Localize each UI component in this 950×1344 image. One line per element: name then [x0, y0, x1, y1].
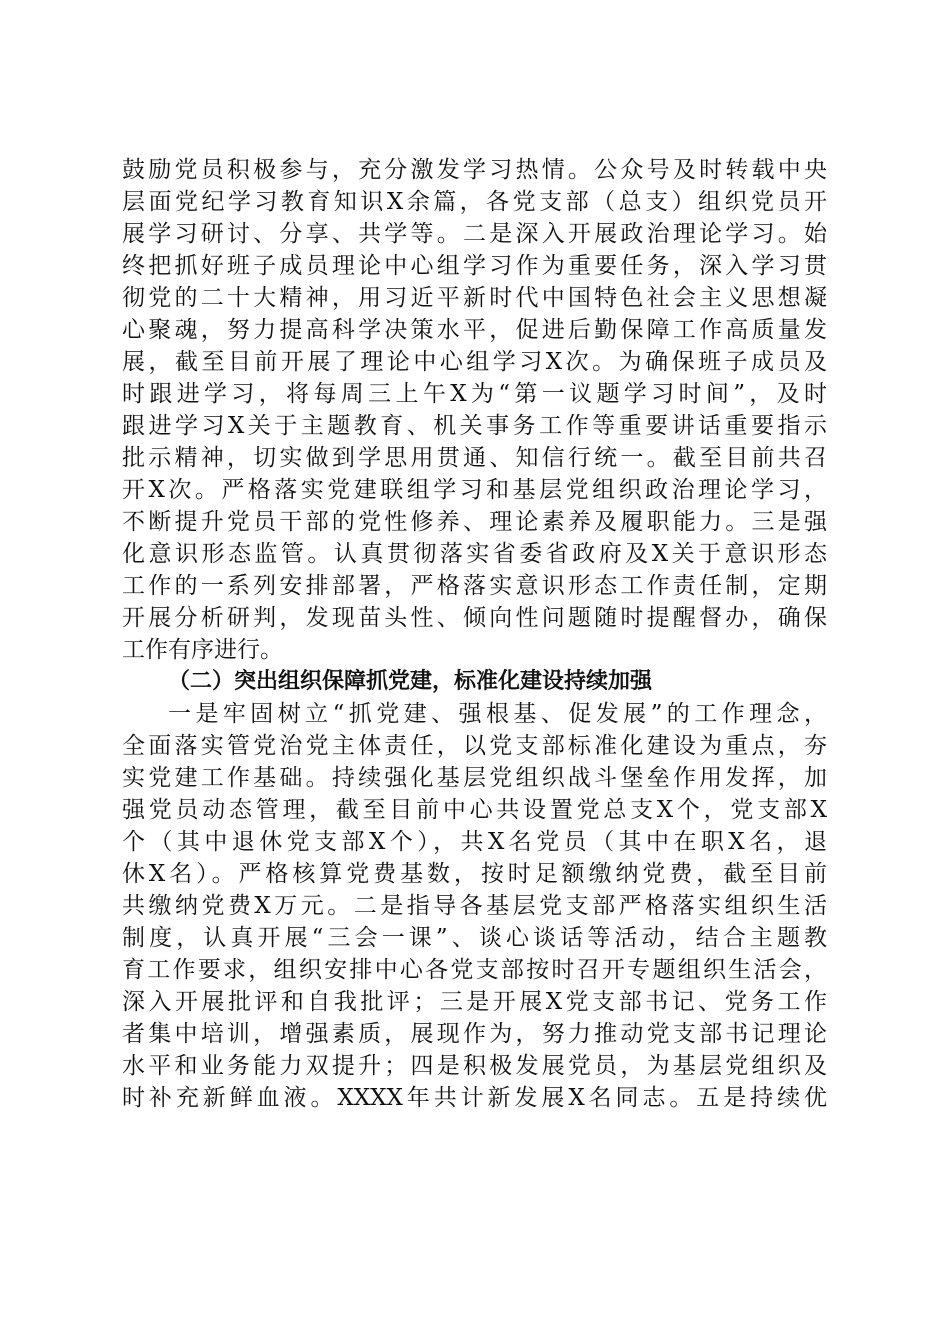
text-line: 终把抓好班子成员理论中心组学习作为重要任务，深入学习贯	[122, 253, 827, 279]
text-line: 强党员动态管理，截至目前中心共设置党总支X个，党支部X	[122, 797, 827, 823]
text-line: 制度，认真开展“三会一课”、谈心谈话等活动，结合主题教	[122, 925, 827, 951]
text-line: 全面落实管党治党主体责任，以党支部标准化建设为重点，夯	[122, 733, 827, 759]
text-line: 一是牢固树立“抓党建、强根基、促发展”的工作理念，	[168, 701, 827, 727]
text-line: 不断提升党员干部的党性修养、理论素养及履职能力。三是强	[122, 509, 827, 535]
text-line: 化意识形态监管。认真贯彻落实省委省政府及X关于意识形态	[122, 541, 827, 567]
text-line: 时补充新鲜血液。XXXX年共计新发展X名同志。五是持续优	[122, 1085, 827, 1111]
text-line: 休X名）。严格核算党费基数，按时足额缴纳党费，截至目前	[122, 861, 827, 887]
text-line: 心聚魂，努力提高科学决策水平，促进后勤保障工作高质量发	[122, 317, 827, 343]
text-line: 水平和业务能力双提升；四是积极发展党员，为基层党组织及	[122, 1053, 827, 1079]
section-heading: （二）突出组织保障抓党建，标准化建设持续加强	[168, 669, 653, 694]
text-line: 个（其中退休党支部X个），共X名党员（其中在职X名，退	[122, 829, 827, 855]
text-line: 展学习研讨、分享、共学等。二是深入开展政治理论学习。始	[122, 221, 827, 247]
text-line: 批示精神，切实做到学思用贯通、知信行统一。截至目前共召	[122, 445, 827, 471]
text-line: 工作有序进行。	[122, 637, 283, 663]
text-line: 实党建工作基础。持续强化基层党组织战斗堡垒作用发挥，加	[122, 765, 827, 791]
text-line: 层面党纪学习教育知识X余篇，各党支部（总支）组织党员开	[122, 189, 827, 215]
text-line: 共缴纳党费X万元。二是指导各基层党支部严格落实组织生活	[122, 893, 827, 919]
text-line: 深入开展批评和自我批评；三是开展X党支部书记、党务工作	[122, 989, 827, 1015]
text-line: 展，截至目前开展了理论中心组学习X次。为确保班子成员及	[122, 349, 827, 375]
text-line: 时跟进学习，将每周三上午X为“第一议题学习时间”，及时	[122, 381, 827, 407]
text-line: 开X次。严格落实党建联组学习和基层党组织政治理论学习，	[122, 477, 827, 503]
text-line: 者集中培训，增强素质，展现作为，努力推动党支部书记理论	[122, 1021, 827, 1047]
text-line: 鼓励党员积极参与，充分激发学习热情。公众号及时转载中央	[122, 157, 827, 183]
paragraph-political-study	[122, 154, 827, 1114]
text-line: 育工作要求，组织安排中心各党支部按时召开专题组织生活会，	[122, 957, 827, 983]
text-line: 彻党的二十大精神，用习近平新时代中国特色社会主义思想凝	[122, 285, 827, 311]
text-line: 跟进学习X关于主题教育、机关事务工作等重要讲话重要指示	[122, 413, 827, 439]
text-line: 开展分析研判，发现苗头性、倾向性问题随时提醒督办，确保	[122, 605, 827, 631]
text-line: 工作的一系列安排部署，严格落实意识形态工作责任制，定期	[122, 573, 827, 599]
